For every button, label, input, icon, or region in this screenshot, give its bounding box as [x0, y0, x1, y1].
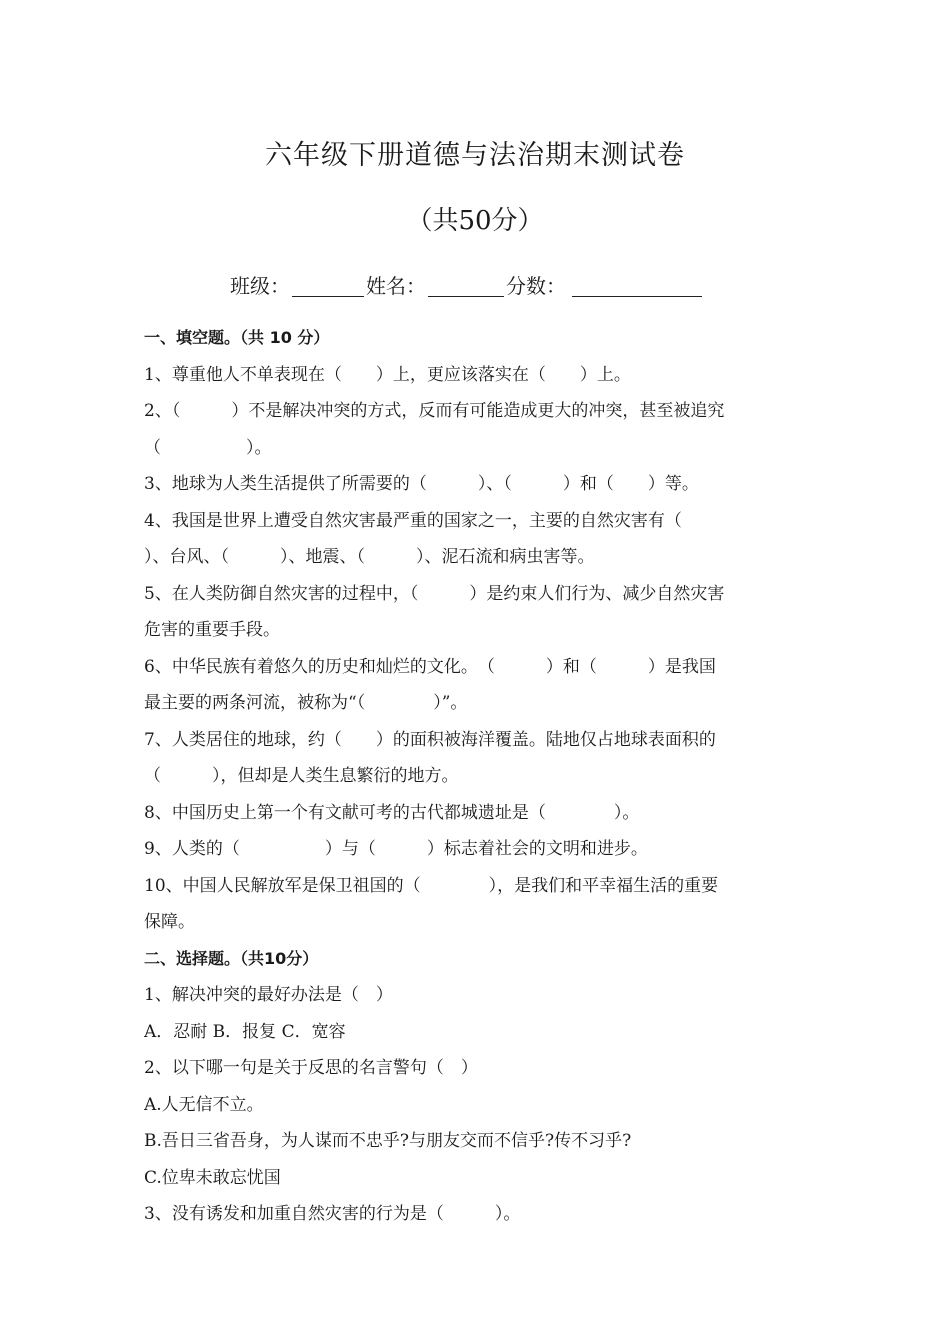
- section-heading-choice: 二、选择题。（共10分）: [144, 948, 319, 968]
- page-title: 六年级下册道德与法治期末测试卷: [265, 140, 685, 171]
- name-label: 姓名：: [366, 274, 426, 298]
- question-line: 危害的重要手段。: [144, 620, 280, 640]
- question-line: 2、（ ）不是解决冲突的方式，反而有可能造成更大的冲突，甚至被追究: [144, 401, 725, 421]
- question-line: 1、尊重他人不单表现在（ ）上，更应该落实在（ ）上。: [144, 364, 631, 385]
- question-line: 4、我国是世界上遭受自然灾害最严重的国家之一，主要的自然灾害有（: [144, 510, 682, 531]
- question-line: 8、中国历史上第一个有文献可考的古代都城遗址是（ ）。: [144, 802, 640, 823]
- question-line: 最主要的两条河流，被称为“（ ）”。: [144, 693, 468, 713]
- question-line: 3、没有诱发和加重自然灾害的行为是（ ）。: [144, 1204, 521, 1224]
- question-line: 1、解决冲突的最好办法是（ ）: [144, 985, 393, 1005]
- question-line: （ ），但却是人类生息繁衍的地方。: [144, 766, 459, 786]
- option-line: B.吾日三省吾身，为人谋而不忠乎?与朋友交而不信乎?传不习乎?: [144, 1131, 632, 1151]
- name-blank[interactable]: [428, 274, 504, 297]
- question-line: 保障。: [144, 912, 195, 932]
- option-line: C.位卑未敢忘忧国: [144, 1167, 281, 1188]
- question-line: 2、以下哪一句是关于反思的名言警句（ ）: [144, 1058, 478, 1078]
- student-info-row: [230, 270, 704, 299]
- question-line: 9、人类的（ ）与（ ）标志着社会的文明和进步。: [144, 839, 648, 859]
- option-line: A.人无信不立。: [144, 1094, 264, 1115]
- option-line: A．忍耐 B．报复 C．宽容: [144, 1021, 346, 1042]
- question-line: 7、人类居住的地球，约（ ）的面积被海洋覆盖。陆地仅占地球表面积的: [144, 729, 716, 750]
- question-line: 6、中华民族有着悠久的历史和灿烂的文化。 （ ）和（ ）是我国: [144, 656, 716, 677]
- exam-body: [144, 320, 808, 1233]
- question-line: ）、台风、（ ）、地震、（ ）、泥石流和病虫害等。: [144, 547, 595, 567]
- score-label: 分数：: [506, 274, 566, 298]
- class-label: 班级：: [230, 274, 290, 298]
- question-line: 3、地球为人类生活提供了所需要的（ ）、（ ）和（ ）等。: [144, 474, 699, 494]
- section-heading-fill-in: 一、填空题。（共 10 分）: [144, 328, 330, 347]
- question-line: 10、中国人民解放军是保卫祖国的（ ），是我们和平幸福生活的重要: [144, 875, 719, 896]
- class-blank[interactable]: [292, 274, 364, 297]
- question-line: （ ）。: [144, 437, 272, 458]
- page-subtitle: （共50分）: [406, 206, 544, 236]
- score-blank[interactable]: [572, 274, 702, 297]
- question-line: 5、在人类防御自然灾害的过程中，（ ）是约束人们行为、减少自然灾害: [144, 583, 725, 604]
